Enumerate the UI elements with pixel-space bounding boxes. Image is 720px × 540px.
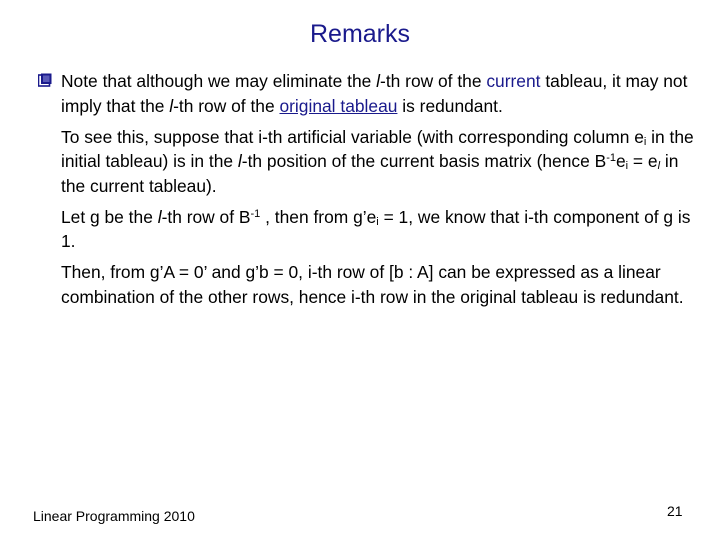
text-run: in the initial tableau) is in the bbox=[61, 126, 694, 171]
subscript-i: i bbox=[643, 135, 647, 148]
text-run: Note that although we may eliminate the bbox=[61, 71, 377, 91]
page-number: 21 bbox=[667, 503, 683, 519]
text-run: , then from g’e bbox=[260, 206, 377, 227]
math-l: l bbox=[157, 206, 162, 227]
slide-body bbox=[61, 69, 701, 316]
math-l: l bbox=[376, 71, 381, 91]
text-run: e bbox=[615, 151, 626, 171]
superscript-inverse: -1 bbox=[250, 207, 261, 220]
subscript-i: i bbox=[625, 160, 629, 172]
slide-title: Remarks bbox=[309, 20, 410, 48]
text-run: = 1, we know that i-th component of g is 1. bbox=[61, 206, 691, 251]
math-l: l bbox=[237, 151, 242, 171]
subscript-i: i bbox=[376, 215, 379, 228]
paragraph-to-see-this bbox=[61, 125, 701, 199]
text-run: Let g be the bbox=[61, 206, 158, 227]
paragraph-then: Then, from g’A = 0’ and g’b = 0, i-th row of [b : A] can be expressed as a linear combination of the other rows, hence i-th row in the original tableau is redundant. bbox=[61, 262, 684, 307]
math-l: l bbox=[169, 95, 174, 116]
text-run: To see this, suppose that i-th artificial variable (with corresponding column e bbox=[61, 126, 644, 147]
highlight-current: current bbox=[486, 71, 541, 91]
text-run: in the current tableau). bbox=[61, 151, 679, 196]
paragraph-let-g bbox=[61, 205, 701, 254]
footer-course: Linear Programming 2010 bbox=[33, 508, 195, 524]
text-run: -th row of the bbox=[173, 95, 280, 116]
text-run: -th row of B bbox=[161, 206, 251, 227]
text-run: tableau, it may not imply that the bbox=[61, 71, 688, 116]
text-run: is redundant. bbox=[397, 95, 503, 116]
checkbox-bullet-icon bbox=[38, 73, 52, 87]
highlight-original-tableau: original tableau bbox=[279, 95, 398, 116]
text-run: -th position of the current basis matrix (hence B bbox=[241, 151, 607, 171]
text-run: = e bbox=[628, 151, 658, 171]
subscript-l: l bbox=[657, 160, 661, 172]
text-run: -th row of the bbox=[380, 71, 487, 91]
paragraph-note bbox=[61, 69, 701, 118]
superscript-inverse: -1 bbox=[606, 152, 616, 164]
